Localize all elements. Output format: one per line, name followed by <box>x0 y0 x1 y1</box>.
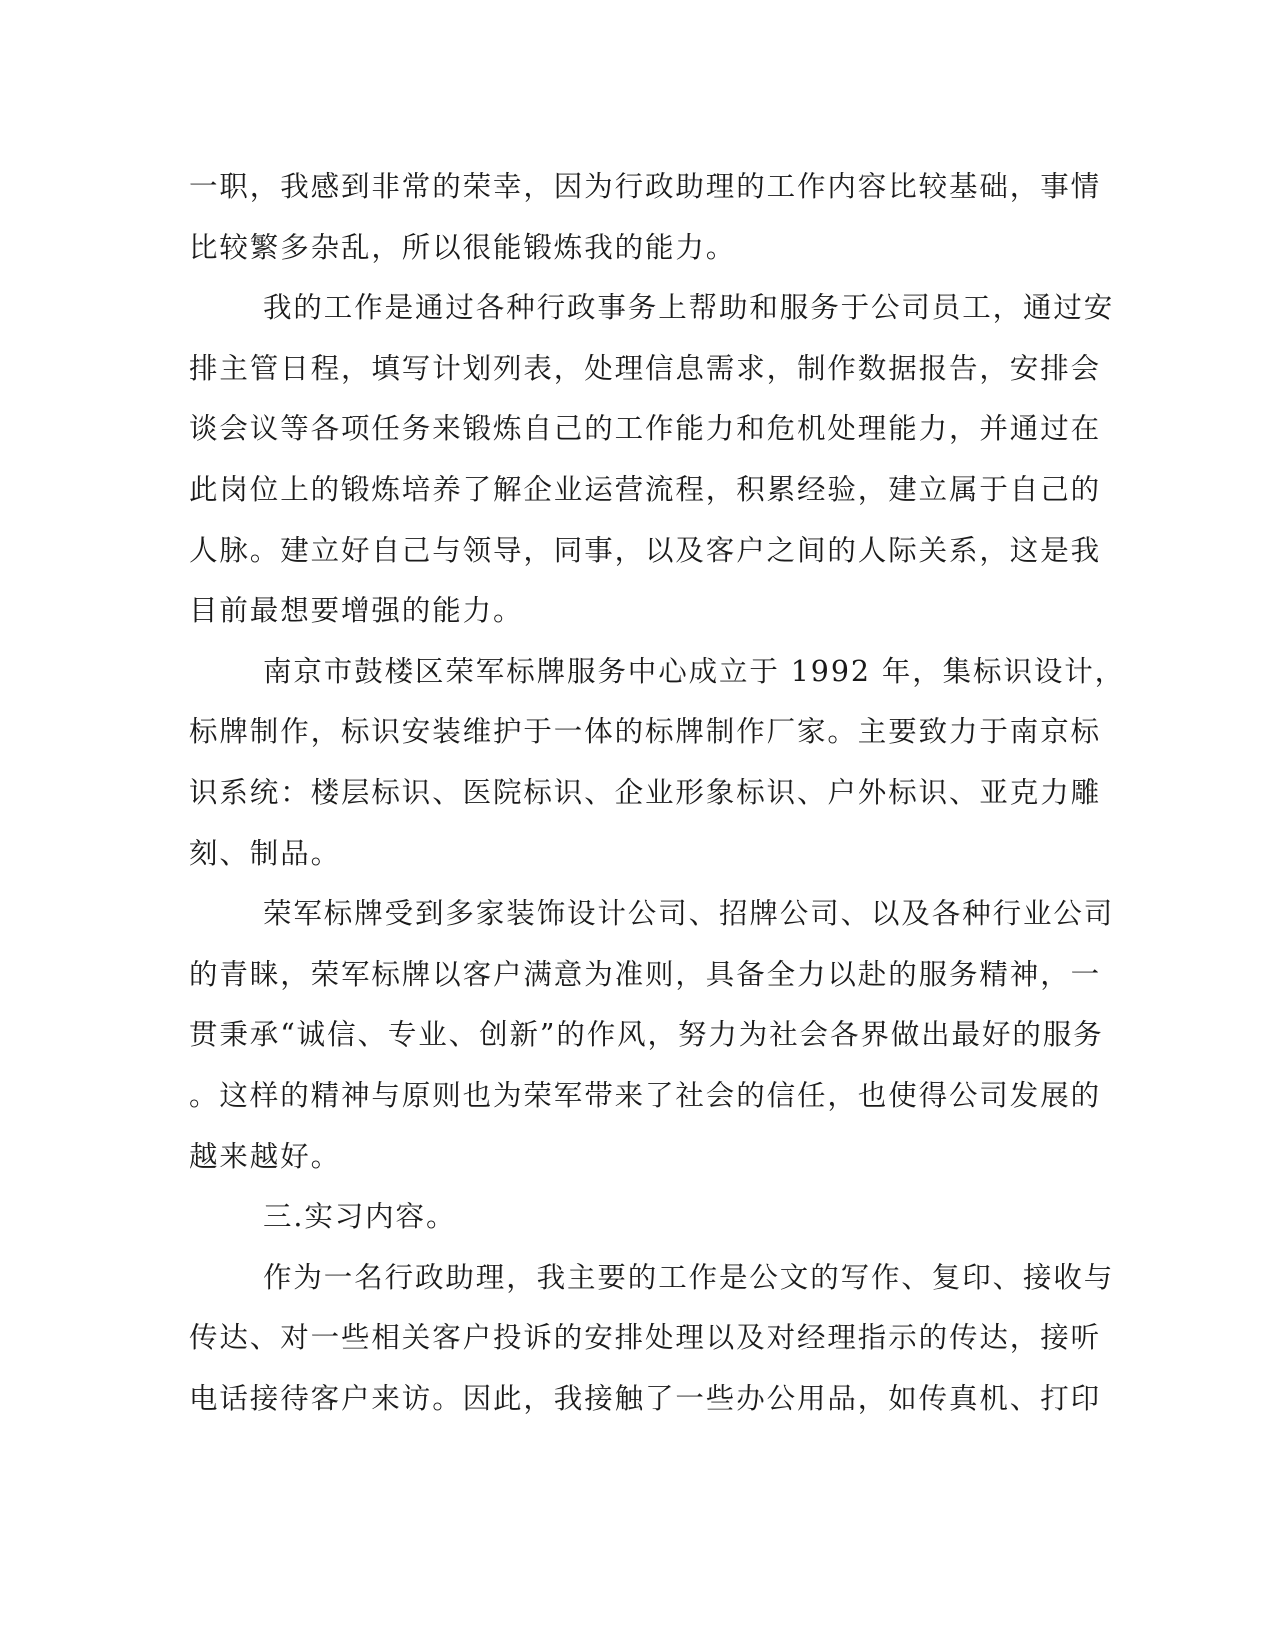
text-line: 一职，我感到非常的荣幸，因为行政助理的工作内容比较基础，事情 <box>189 170 1102 203</box>
paragraph-first-line: 作为一名行政助理，我主要的工作是公文的写作、复印、接收与 <box>263 1260 1115 1294</box>
section-heading: 三.实习内容。 <box>263 1200 457 1234</box>
paragraph-first-line: 荣军标牌受到多家装饰设计公司、招牌公司、以及各种行业公司 <box>263 897 1115 931</box>
text-line: 人脉。建立好自己与领导，同事，以及客户之间的人际关系，这是我 <box>189 533 1102 567</box>
text-line: 的青睐，荣军标牌以客户满意为准则，具备全力以赴的服务精神，一 <box>189 957 1102 991</box>
text-line: 传达、对一些相关客户投诉的安排处理以及对经理指示的传达，接听 <box>189 1321 1102 1355</box>
text-line: 识系统：楼层标识、医院标识、企业形象标识、户外标识、亚克力雕 <box>189 775 1102 809</box>
paragraph-first-line: 南京市鼓楼区荣军标牌服务中心成立于 1992 年，集标识设计， <box>263 654 1126 688</box>
text-line: 排主管日程，填写计划列表，处理信息需求，制作数据报告，安排会 <box>189 351 1102 385</box>
text-line: 目前最想要增强的能力。 <box>189 594 524 628</box>
text-line: 电话接待客户来访。因此，我接触了一些办公用品，如传真机、打印 <box>189 1381 1102 1415</box>
text-line: 。这样的精神与原则也为荣军带来了社会的信任，也使得公司发展的 <box>189 1078 1102 1112</box>
text-line: 标牌制作，标识安装维护于一体的标牌制作厂家。主要致力于南京标 <box>189 715 1102 749</box>
paragraph-first-line: 我的工作是通过各种行政事务上帮助和服务于公司员工，通过安 <box>263 291 1115 325</box>
text-line: 越来越好。 <box>189 1139 342 1173</box>
text-line: 贯秉承“诚信、专业、创新”的作风，努力为社会各界做出最好的服务 <box>189 1018 1104 1052</box>
text-line: 此岗位上的锻炼培养了解企业运营流程，积累经验，建立属于自己的 <box>189 472 1102 506</box>
body-text <box>189 157 1126 1429</box>
text-line: 谈会议等各项任务来锻炼自己的工作能力和危机处理能力，并通过在 <box>189 412 1102 446</box>
text-line: 刻、制品。 <box>189 836 342 870</box>
text-line: 比较繁多杂乱，所以很能锻炼我的能力。 <box>189 230 737 264</box>
